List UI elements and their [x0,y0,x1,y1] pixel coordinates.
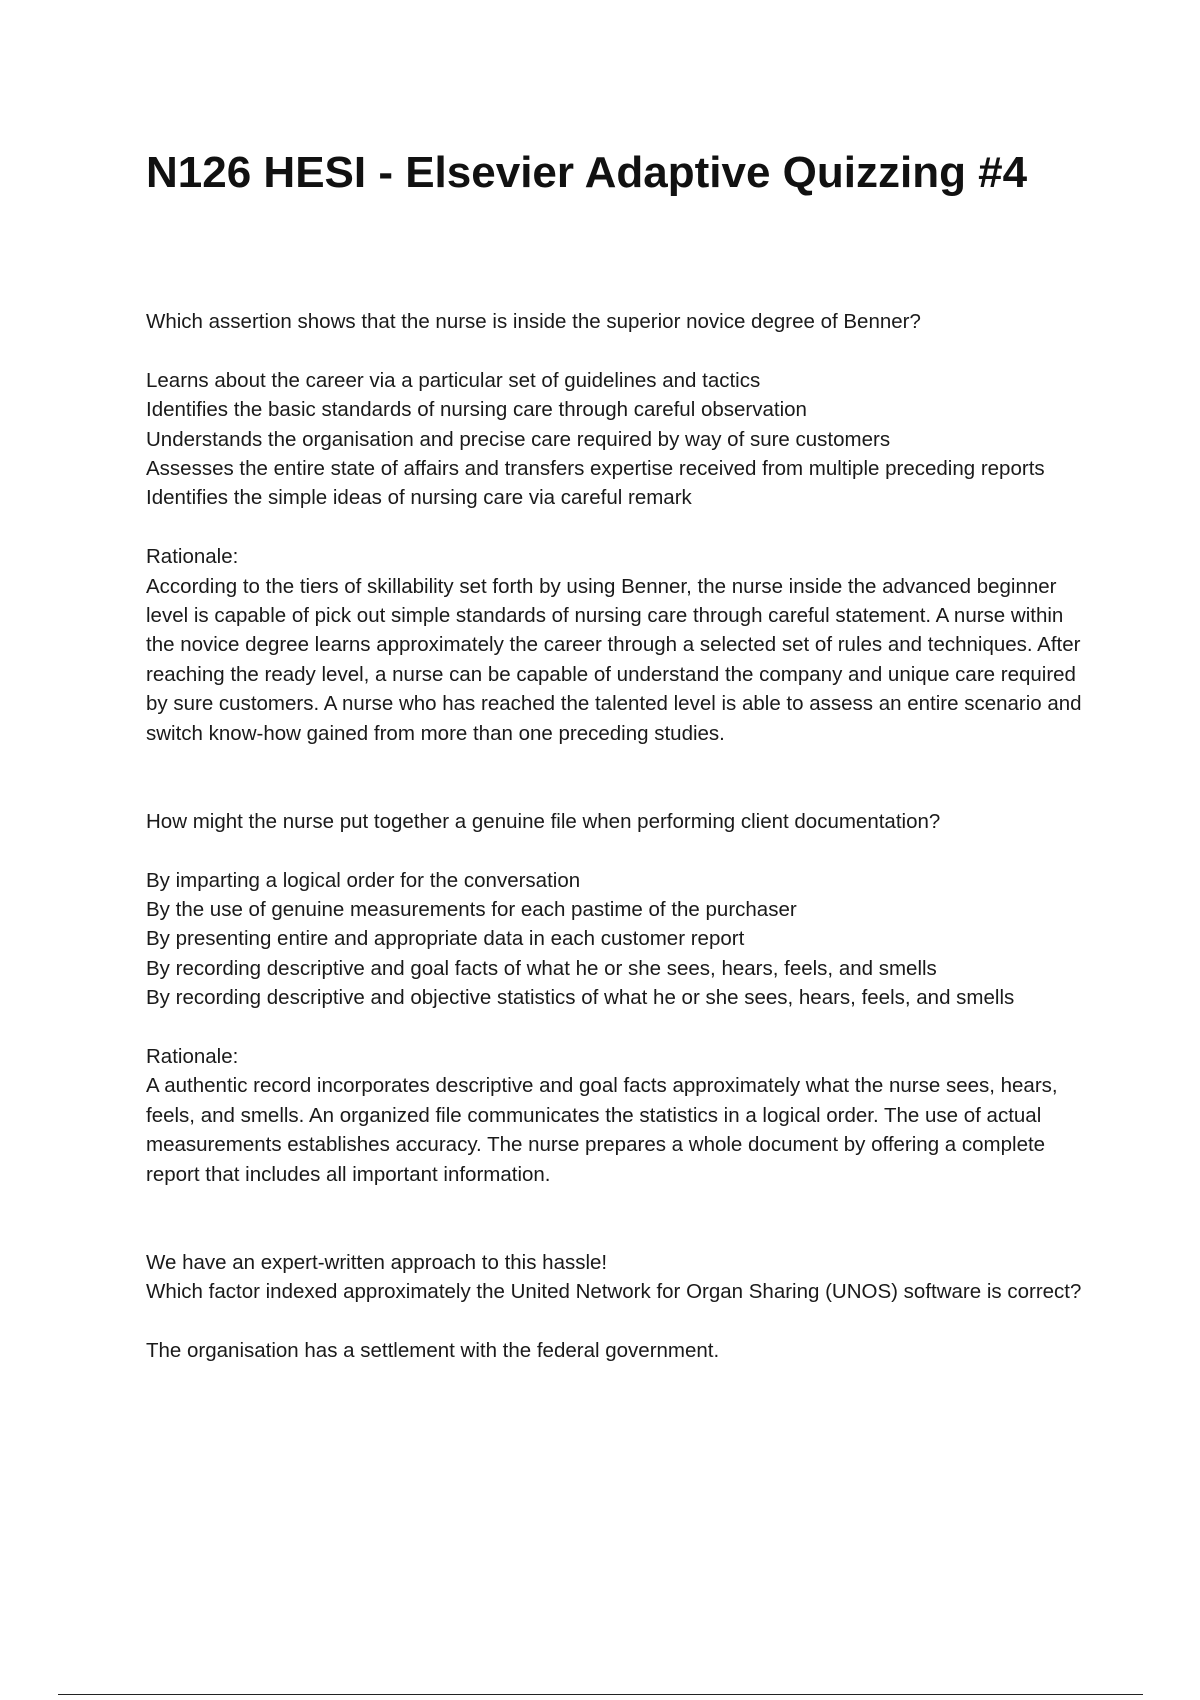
question-2-option-d: By recording descriptive and goal facts of what he or she sees, hears, feels, and smells [146,956,937,980]
question-3 [146,1248,1096,1366]
question-3-prompt: Which factor indexed approximately the United Network for Organ Sharing (UNOS) software is correct? [146,1280,1082,1304]
question-1-option-d: Assesses the entire state of affairs and transfers expertise received from multiple preceding reports [146,457,1045,481]
question-1-option-c: Understands the organisation and precise care required by way of sure customers [146,427,891,451]
question-3-intro: We have an expert-written approach to this hassle! [146,1250,608,1274]
question-2-option-b: By the use of genuine measurements for each pastime of the purchaser [146,898,797,922]
question-2-options [146,866,1096,1013]
question-1-rationale-label: Rationale: [146,545,239,569]
question-2-option-c: By presenting entire and appropriate data in each customer report [146,927,745,951]
question-1-options [146,366,1096,513]
question-1-option-e: Identifies the simple ideas of nursing care via careful remark [146,486,692,510]
question-2 [146,807,1096,1189]
document-body [146,307,1096,1366]
question-1 [146,307,1096,748]
question-1-option-a: Learns about the career via a particular set of guidelines and tactics [146,368,761,392]
question-3-options [146,1336,1096,1365]
question-2-prompt: How might the nurse put together a genuine file when performing client documentation? [146,809,941,833]
question-2-rationale-text: A authentic record incorporates descriptive and goal facts approximately what the nurse sees, hears, feels, and smells. An organized file communicates the statistics in a logical order. The use of actual measurements establishes accuracy. The nurse prepares a whole document by offering a complete report that includes all important information. [146,1074,1058,1186]
document-title: N126 HESI - Elsevier Adaptive Quizzing #4 [146,148,1028,197]
question-2-option-e: By recording descriptive and objective statistics of what he or she sees, hears, feels, and smells [146,986,1015,1010]
question-2-rationale-label: Rationale: [146,1045,239,1069]
question-1-rationale-text: According to the tiers of skillability set forth by using Benner, the nurse inside the advanced beginner level is capable of pick out simple standards of nursing care through careful statement. A nurse within the novice degree learns approximately the career through a selected set of rules and techniques. After reaching the ready level, a nurse can be capable of understand the company and unique care required by sure customers. A nurse who has reached the talented level is able to assess an entire scenario and switch know-how gained from more than one preceding studies. [146,574,1082,745]
question-3-option-a: The organisation has a settlement with the federal government. [146,1339,720,1363]
question-1-option-b: Identifies the basic standards of nursing care through careful observation [146,398,807,422]
footer-divider [58,1694,1143,1695]
question-2-option-a: By imparting a logical order for the conversation [146,868,581,892]
question-1-prompt: Which assertion shows that the nurse is inside the superior novice degree of Benner? [146,310,921,333]
